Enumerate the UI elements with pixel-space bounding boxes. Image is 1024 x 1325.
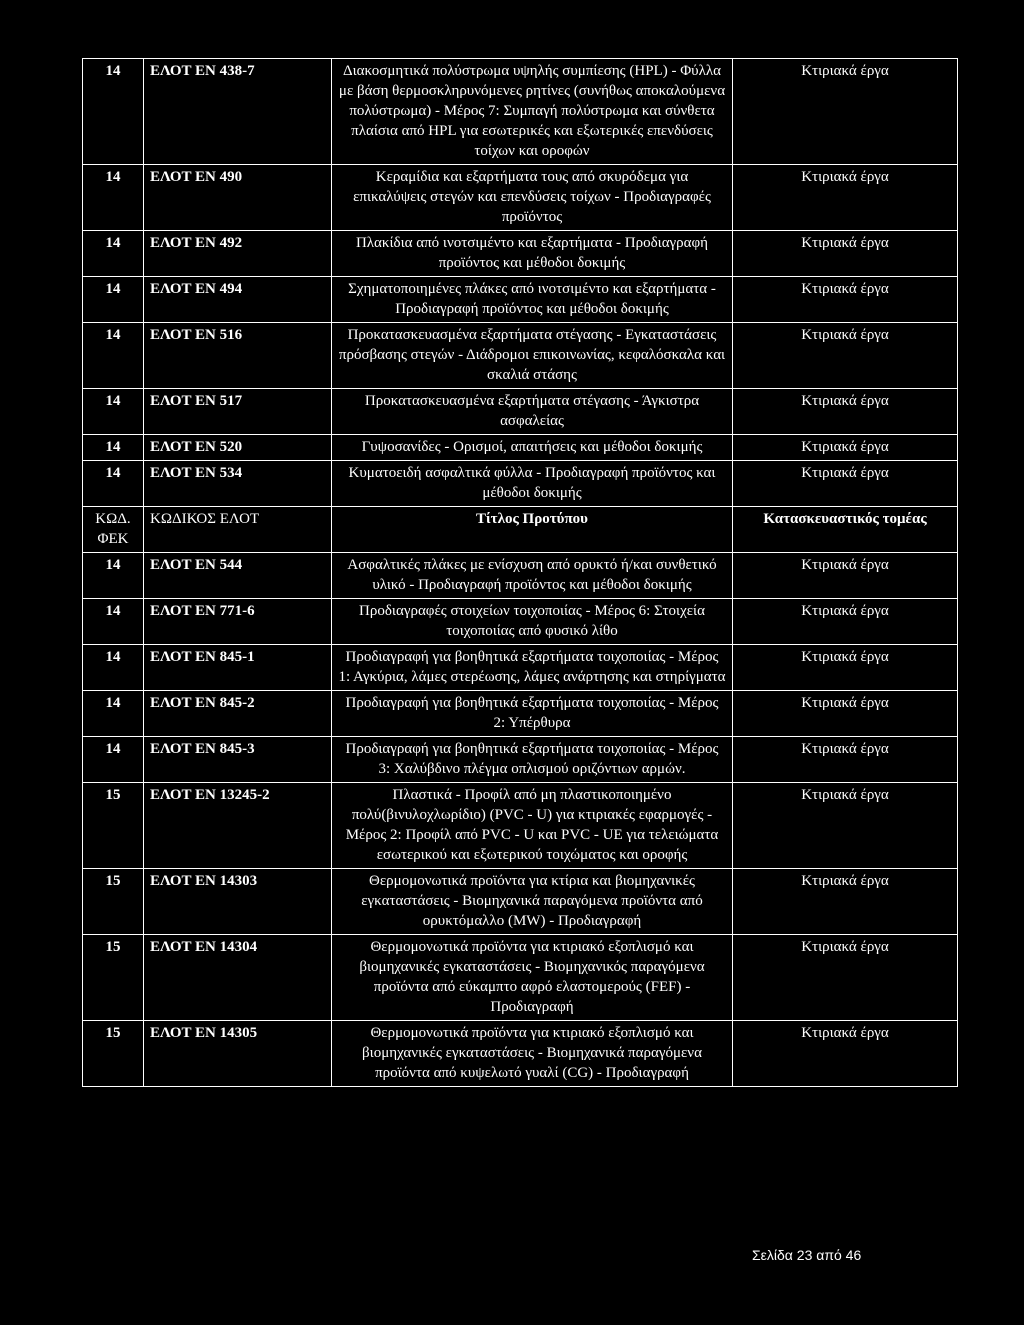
elot-code-cell: ΕΛΟΤ ΕΝ 534	[144, 461, 332, 507]
header-code: ΚΩΔΙΚΟΣ ΕΛΟΤ	[144, 507, 332, 553]
title-cell: Προκατασκευασμένα εξαρτήματα στέγασης - Άγκιστρα ασφαλείας	[332, 389, 733, 435]
title-cell: Ασφαλτικές πλάκες με ενίσχυση από ορυκτό ή/και συνθετικό υλικό - Προδιαγραφή προϊόντος και μέθοδοι δοκιμής	[332, 553, 733, 599]
sector-cell: Κτιριακά έργα	[733, 1021, 958, 1087]
sector-cell: Κτιριακά έργα	[733, 231, 958, 277]
title-cell: Διακοσμητικά πολύστρωμα υψηλής συμπίεσης (HPL) - Φύλλα με βάση θερμοσκληρυνόμενες ρητίνες (συνήθως αποκαλούμενα πολύστρωμα) - Μέρος 7: Συμπαγή πολύστρωμα και σύνθετα πλαίσια από HPL για εσωτερικές και εξωτερικές επενδύσεις τοίχων και οροφών	[332, 59, 733, 165]
header-sector: Κατασκευαστικός τομέας	[733, 507, 958, 553]
fek-cell: 14	[83, 59, 144, 165]
sector-cell: Κτιριακά έργα	[733, 461, 958, 507]
title-cell: Προδιαγραφές στοιχείων τοιχοποιίας - Μέρος 6: Στοιχεία τοιχοποιίας από φυσικό λίθο	[332, 599, 733, 645]
table-header-row	[83, 507, 958, 553]
sector-cell: Κτιριακά έργα	[733, 935, 958, 1021]
table-row	[83, 165, 958, 231]
sector-cell: Κτιριακά έργα	[733, 323, 958, 389]
table-row	[83, 691, 958, 737]
fek-cell: 14	[83, 691, 144, 737]
sector-cell: Κτιριακά έργα	[733, 435, 958, 461]
table-row	[83, 645, 958, 691]
table-row	[83, 737, 958, 783]
elot-code-cell: ΕΛΟΤ ΕΝ 544	[144, 553, 332, 599]
elot-code-cell: ΕΛΟΤ ΕΝ 845-3	[144, 737, 332, 783]
title-cell: Κεραμίδια και εξαρτήματα τους από σκυρόδεμα για επικαλύψεις στεγών και επενδύσεις τοίχων - Προδιαγραφές προϊόντος	[332, 165, 733, 231]
fek-cell: 14	[83, 645, 144, 691]
fek-cell: 14	[83, 165, 144, 231]
fek-cell: 14	[83, 389, 144, 435]
title-cell: Σχηματοποιημένες πλάκες από ινοτσιμέντο και εξαρτήματα - Προδιαγραφή προϊόντος και μέθοδοι δοκιμής	[332, 277, 733, 323]
sector-cell: Κτιριακά έργα	[733, 691, 958, 737]
title-cell: Προδιαγραφή για βοηθητικά εξαρτήματα τοιχοποιίας - Μέρος 3: Χαλύβδινο πλέγμα οπλισμού οριζόντιων αρμών.	[332, 737, 733, 783]
table-row	[83, 869, 958, 935]
table-row	[83, 59, 958, 165]
table-row	[83, 231, 958, 277]
table-row	[83, 599, 958, 645]
elot-code-cell: ΕΛΟΤ ΕΝ 516	[144, 323, 332, 389]
table-row	[83, 783, 958, 869]
fek-cell: 14	[83, 737, 144, 783]
title-cell: Θερμομονωτικά προϊόντα για κτιριακό εξοπλισμό και βιομηχανικές εγκαταστάσεις - Βιομηχανικός παραγόμενα προϊόντα από εύκαμπτο αφρό ελαστομερούς (FEF) - Προδιαγραφή	[332, 935, 733, 1021]
elot-code-cell: ΕΛΟΤ ΕΝ 14305	[144, 1021, 332, 1087]
elot-code-cell: ΕΛΟΤ ΕΝ 14304	[144, 935, 332, 1021]
title-cell: Προδιαγραφή για βοηθητικά εξαρτήματα τοιχοποιίας - Μέρος 2: Υπέρθυρα	[332, 691, 733, 737]
elot-code-cell: ΕΛΟΤ ΕΝ 517	[144, 389, 332, 435]
sector-cell: Κτιριακά έργα	[733, 59, 958, 165]
fek-cell: 14	[83, 435, 144, 461]
sector-cell: Κτιριακά έργα	[733, 869, 958, 935]
fek-cell: 15	[83, 935, 144, 1021]
elot-code-cell: ΕΛΟΤ ΕΝ 771-6	[144, 599, 332, 645]
fek-cell: 14	[83, 277, 144, 323]
title-cell: Θερμομονωτικά προϊόντα για κτίρια και βιομηχανικές εγκαταστάσεις - Βιομηχανικά παραγόμενα προϊόντα από ορυκτόμαλλο (MW) - Προδιαγραφή	[332, 869, 733, 935]
fek-cell: 14	[83, 553, 144, 599]
fek-cell: 15	[83, 1021, 144, 1087]
sector-cell: Κτιριακά έργα	[733, 645, 958, 691]
title-cell: Πλακίδια από ινοτσιμέντο και εξαρτήματα - Προδιαγραφή προϊόντος και μέθοδοι δοκιμής	[332, 231, 733, 277]
title-cell: Προδιαγραφή για βοηθητικά εξαρτήματα τοιχοποιίας - Μέρος 1: Αγκύρια, λάμες στερέωσης, λάμες ανάρτησης και στηρίγματα	[332, 645, 733, 691]
table-row	[83, 553, 958, 599]
fek-cell: 14	[83, 599, 144, 645]
table-row	[83, 935, 958, 1021]
elot-code-cell: ΕΛΟΤ ΕΝ 845-2	[144, 691, 332, 737]
elot-code-cell: ΕΛΟΤ ΕΝ 520	[144, 435, 332, 461]
sector-cell: Κτιριακά έργα	[733, 277, 958, 323]
table-row	[83, 323, 958, 389]
table-row	[83, 389, 958, 435]
sector-cell: Κτιριακά έργα	[733, 599, 958, 645]
standards-table	[82, 58, 958, 1087]
elot-code-cell: ΕΛΟΤ ΕΝ 492	[144, 231, 332, 277]
table-row	[83, 1021, 958, 1087]
title-cell: Πλαστικά - Προφίλ από μη πλαστικοποιημένο πολύ(βινυλοχλωρίδιο) (PVC - U) για κτιριακές εφαρμογές - Μέρος 2: Προφίλ από PVC - U και PVC - UE για τελειώματα εσωτερικού και εξωτερικού τοιχώματος και οροφής	[332, 783, 733, 869]
sector-cell: Κτιριακά έργα	[733, 165, 958, 231]
fek-cell: 15	[83, 869, 144, 935]
header-fek: ΚΩΔ. ΦΕΚ	[83, 507, 144, 553]
fek-cell: 14	[83, 461, 144, 507]
elot-code-cell: ΕΛΟΤ ΕΝ 13245-2	[144, 783, 332, 869]
elot-code-cell: ΕΛΟΤ ΕΝ 14303	[144, 869, 332, 935]
title-cell: Θερμομονωτικά προϊόντα για κτιριακό εξοπλισμό και βιομηχανικές εγκαταστάσεις - Βιομηχανικά παραγόμενα προϊόντα από κυψελωτό γυαλί (CG) - Προδιαγραφή	[332, 1021, 733, 1087]
table-row	[83, 277, 958, 323]
fek-cell: 14	[83, 323, 144, 389]
title-cell: Προκατασκευασμένα εξαρτήματα στέγασης - Εγκαταστάσεις πρόσβασης στεγών - Διάδρομοι επικοινωνίας, κεφαλόσκαλα και σκαλιά στάσης	[332, 323, 733, 389]
table-row	[83, 461, 958, 507]
header-title: Τίτλος Προτύπου	[332, 507, 733, 553]
page-number: Σελίδα 23 από 46	[752, 1247, 862, 1263]
title-cell: Γυψοσανίδες - Ορισμοί, απαιτήσεις και μέθοδοι δοκιμής	[332, 435, 733, 461]
elot-code-cell: ΕΛΟΤ ΕΝ 845-1	[144, 645, 332, 691]
sector-cell: Κτιριακά έργα	[733, 783, 958, 869]
table-row	[83, 435, 958, 461]
sector-cell: Κτιριακά έργα	[733, 389, 958, 435]
elot-code-cell: ΕΛΟΤ ΕΝ 490	[144, 165, 332, 231]
elot-code-cell: ΕΛΟΤ ΕΝ 438-7	[144, 59, 332, 165]
title-cell: Κυματοειδή ασφαλτικά φύλλα - Προδιαγραφή προϊόντος και μέθοδοι δοκιμής	[332, 461, 733, 507]
sector-cell: Κτιριακά έργα	[733, 553, 958, 599]
fek-cell: 15	[83, 783, 144, 869]
elot-code-cell: ΕΛΟΤ ΕΝ 494	[144, 277, 332, 323]
fek-cell: 14	[83, 231, 144, 277]
sector-cell: Κτιριακά έργα	[733, 737, 958, 783]
